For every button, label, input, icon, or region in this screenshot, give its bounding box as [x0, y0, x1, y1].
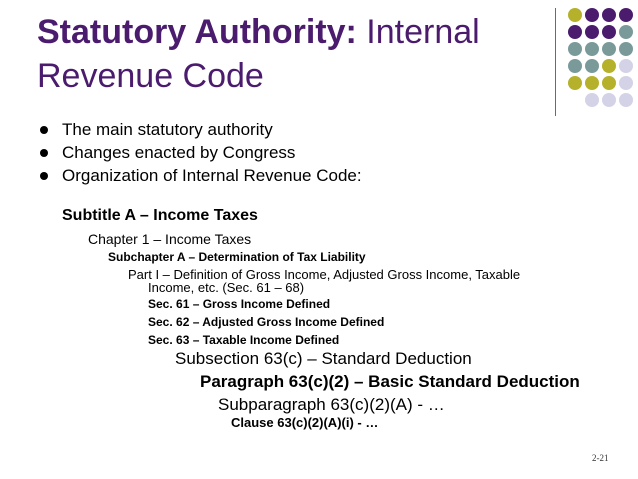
decorative-dot — [585, 76, 599, 90]
outline-part-line1: Part I – Definition of Gross Income, Adjusted Gross Income, Taxable — [128, 267, 521, 282]
decorative-dot — [568, 76, 582, 90]
bullet-item — [40, 164, 362, 187]
outline-sec61: Sec. 61 – Gross Income Defined — [148, 297, 331, 311]
decorative-divider — [555, 8, 556, 116]
outline-part-line2: Income, etc. (Sec. 61 – 68) — [148, 280, 305, 295]
slide-title-bold: Statutory Authority: — [37, 13, 357, 51]
decorative-dot — [585, 25, 599, 39]
decorative-dot — [619, 8, 633, 22]
bullet-item — [40, 118, 362, 141]
bullet-list — [40, 118, 362, 187]
bullet-icon — [40, 149, 48, 157]
outline-subtitle: Subtitle A – Income Taxes — [62, 207, 258, 224]
outline-paragraph: Paragraph 63(c)(2) – Basic Standard Deduction — [200, 372, 580, 391]
decorative-dot — [619, 25, 633, 39]
decorative-dot — [568, 59, 582, 73]
bullet-icon — [40, 126, 48, 134]
decorative-dot — [619, 42, 633, 56]
outline-chapter: Chapter 1 – Income Taxes — [88, 231, 252, 247]
outline-sec62: Sec. 62 – Adjusted Gross Income Defined — [148, 315, 385, 329]
decorative-dot — [585, 93, 599, 107]
decorative-dot — [619, 59, 633, 73]
outline-subchapter: Subchapter A – Determination of Tax Liability — [108, 250, 366, 264]
decorative-dot — [568, 8, 582, 22]
bullet-icon — [40, 172, 48, 180]
decorative-dot — [602, 59, 616, 73]
slide-title-rest: Internal Revenue Code — [37, 13, 480, 95]
slide-title — [37, 10, 537, 98]
bullet-text: The main statutory authority — [62, 120, 273, 139]
decorative-dot — [602, 42, 616, 56]
decorative-dot — [568, 25, 582, 39]
bullet-text: Organization of Internal Revenue Code: — [62, 166, 362, 185]
decorative-dot — [619, 93, 633, 107]
page-number: 2-21 — [592, 453, 609, 463]
outline-sec63: Sec. 63 – Taxable Income Defined — [148, 333, 340, 347]
bullet-text: Changes enacted by Congress — [62, 143, 296, 162]
decorative-dot — [619, 76, 633, 90]
bullet-item — [40, 141, 362, 164]
outline-clause: Clause 63(c)(2)(A)(i) - … — [231, 415, 379, 430]
decorative-dot — [602, 25, 616, 39]
decorative-dot — [602, 8, 616, 22]
decorative-dot — [602, 76, 616, 90]
outline-subparagraph: Subparagraph 63(c)(2)(A) - … — [218, 395, 445, 414]
decorative-dot — [602, 93, 616, 107]
decorative-dot — [585, 59, 599, 73]
decorative-dot — [585, 8, 599, 22]
outline-subsection: Subsection 63(c) – Standard Deduction — [175, 349, 472, 368]
decorative-dot — [568, 42, 582, 56]
decorative-dot — [585, 42, 599, 56]
